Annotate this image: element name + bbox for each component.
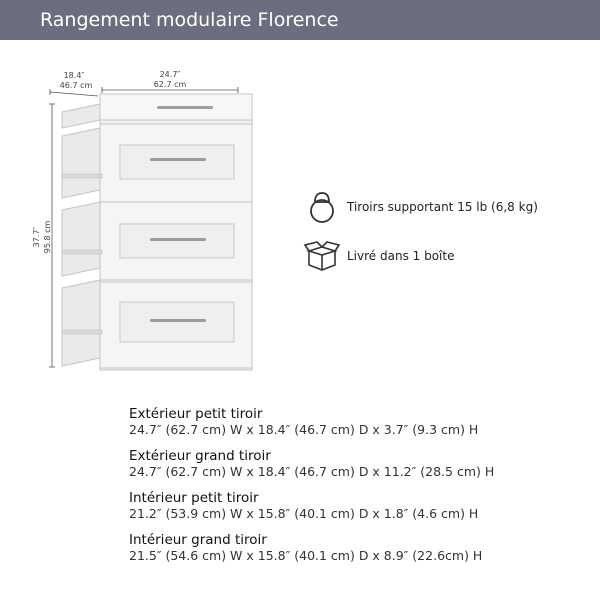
specs-list bbox=[129, 406, 569, 574]
spec-title: Intérieur petit tiroir bbox=[129, 490, 259, 506]
spec-item bbox=[129, 448, 569, 480]
feature-weight bbox=[303, 188, 538, 226]
height-cm-label: 95.8 cm bbox=[43, 220, 52, 254]
feature-box bbox=[303, 237, 454, 275]
kettlebell-icon bbox=[303, 188, 341, 226]
spec-value: 24.7″ (62.7 cm) W x 18.4″ (46.7 cm) D x 11.2″ (28.5 cm) H bbox=[129, 464, 495, 479]
spec-title: Extérieur petit tiroir bbox=[129, 406, 263, 422]
width-cm-label: 62.7 cm bbox=[153, 80, 187, 89]
feature-weight-text: Tiroirs supportant 15 lb (6,8 kg) bbox=[347, 200, 538, 214]
height-in-label: 37.7″ bbox=[32, 226, 41, 248]
cabinet-body bbox=[62, 94, 252, 370]
feature-box-text: Livré dans 1 boîte bbox=[347, 249, 455, 263]
spec-title: Intérieur grand tiroir bbox=[129, 532, 267, 548]
spec-value: 24.7″ (62.7 cm) W x 18.4″ (46.7 cm) D x 3.7″ (9.3 cm) H bbox=[129, 422, 479, 437]
spec-item bbox=[129, 532, 569, 564]
spec-item bbox=[129, 490, 569, 522]
spec-value: 21.2″ (53.9 cm) W x 15.8″ (40.1 cm) D x 1.8″ (4.6 cm) H bbox=[129, 506, 479, 521]
spec-item bbox=[129, 406, 569, 438]
width-in-label: 24.7″ bbox=[159, 70, 181, 79]
depth-in-label: 18.4″ bbox=[63, 71, 85, 80]
depth-cm-label: 46.7 cm bbox=[59, 81, 93, 90]
product-illustration bbox=[32, 62, 270, 372]
spec-value: 21.5″ (54.6 cm) W x 15.8″ (40.1 cm) D x 8.9″ (22.6cm) H bbox=[129, 548, 483, 563]
spec-title: Extérieur grand tiroir bbox=[129, 448, 271, 464]
box-icon bbox=[303, 237, 341, 275]
page-title: Rangement modulaire Florence bbox=[0, 0, 600, 40]
